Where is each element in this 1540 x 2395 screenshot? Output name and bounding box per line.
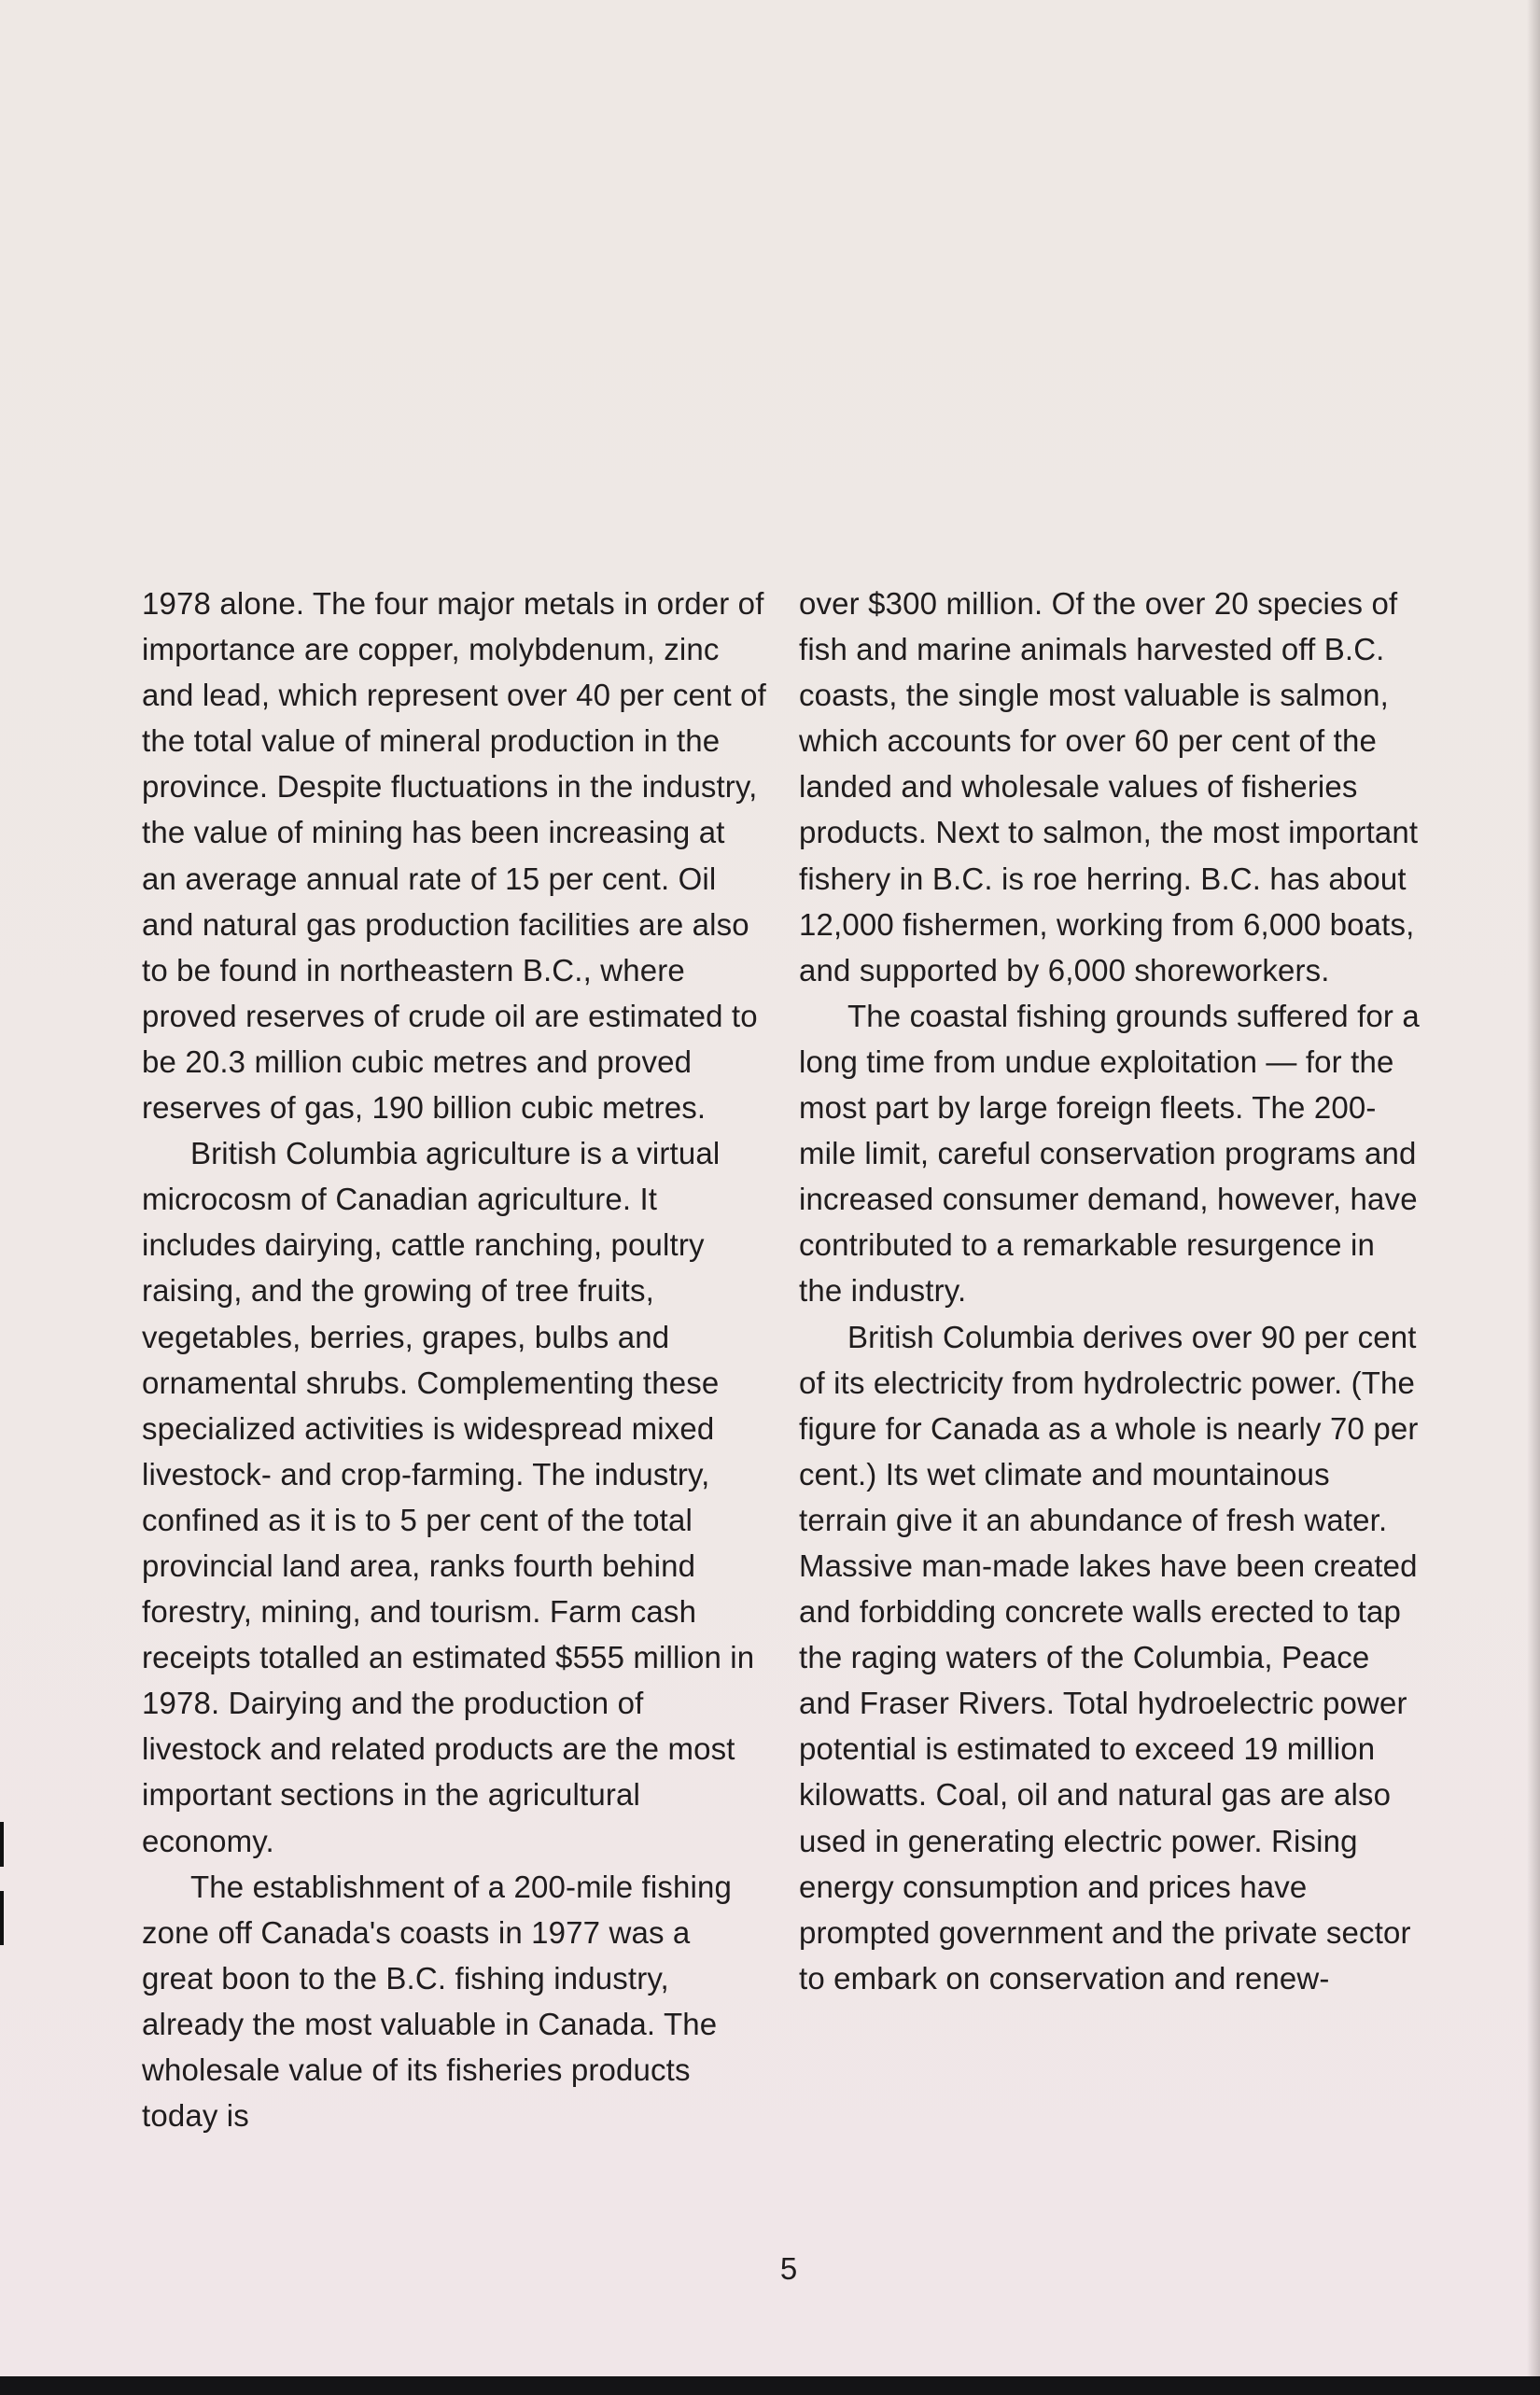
right-text-column bbox=[799, 581, 1424, 2001]
paragraph-fisheries-value: over $300 million. Of the over 20 species of fish and marine animals harvested off B.C. coasts, the single most valuable is salmon, which accounts for over 60 per cent of the landed and wholesale values of fisheries products. Next to salmon, the most important fishery in B.C. is roe herring. B.C. has about 12,000 fishermen, working from 6,000 boats, and supported by 6,000 shoreworkers. bbox=[799, 586, 1419, 987]
paragraph-fishing-zone: The establishment of a 200-mile fishing zone off Canada's coasts in 1977 was a great boon to the B.C. fishing industry, already the most valuable in Canada. The wholesale value of its fisheries products today is bbox=[142, 1869, 732, 2134]
scan-bottom-border bbox=[0, 2376, 1540, 2395]
page-edge-shadow bbox=[1527, 0, 1540, 2376]
binding-mark bbox=[0, 1822, 4, 1867]
paragraph-agriculture: British Columbia agriculture is a virtual microcosm of Canadian agriculture. It includes dairying, cattle ranching, poultry raising, and the growing of tree fruits, vegetables, berries, grapes, bulbs and ornamental shrubs. Complementing these specialized activities is widespread mixed livestock- and crop-farming. The industry, confined as it is to 5 per cent of the total provincial land area, ranks fourth behind forestry, mining, and tourism. Farm cash receipts totalled an estimated $555 million in 1978. Dairying and the production of livestock and related products are the most important sections in the agricultural economy. bbox=[142, 1136, 755, 1858]
paragraph-mining-continued: 1978 alone. The four major metals in order of importance are copper, molybdenum, zinc and lead, which represent over 40 per cent of the total value of mineral production in the province. Despite fluctuations in the industry, the value of mining has been increasing at an average annual rate of 15 per cent. Oil and natural gas production facilities are also to be found in northeastern B.C., where proved reserves of crude oil are estimated to be 20.3 million cubic metres and proved reserves of gas, 190 billion cubic metres. bbox=[142, 586, 766, 1126]
paragraph-coastal-fishing: The coastal fishing grounds suffered for a long time from undue exploitation — for the most part by large foreign fleets. The 200-mile limit, careful conservation programs and increased consumer demand, however, have contributed to a remarkable resurgence in the industry. bbox=[799, 998, 1420, 1309]
paragraph-hydroelectric: British Columbia derives over 90 per cent of its electricity from hydrolectric power. (The figure for Canada as a whole is nearly 70 per cent.) Its wet climate and mountainous terrain give it an abundance of fresh water. Massive man-made lakes have been created and forbidding concrete walls erected to tap the raging waters of the Columbia, Peace and Fraser Rivers. Total hydroelectric power potential is estimated to exceed 19 million kilowatts. Coal, oil and natural gas are also used in generating electric power. Rising energy consumption and prices have prompted government and the private sector to embark on conservation and renew- bbox=[799, 1319, 1419, 1996]
page-number: 5 bbox=[779, 2251, 798, 2286]
binding-mark bbox=[0, 1891, 4, 1945]
left-text-column bbox=[142, 581, 767, 2138]
